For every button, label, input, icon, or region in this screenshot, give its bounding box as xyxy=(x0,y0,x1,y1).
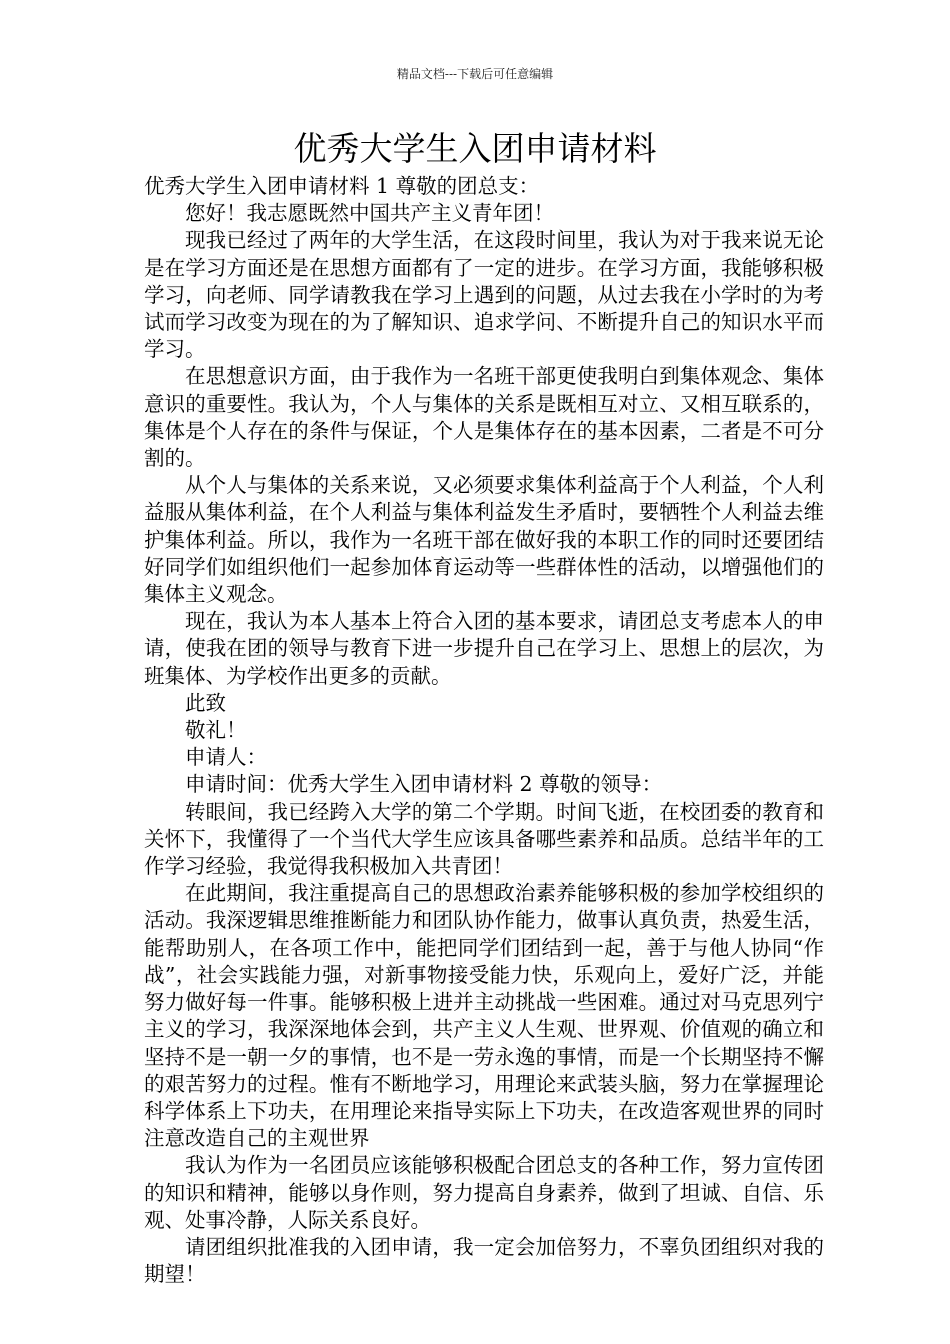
closing-line: 敬礼！ xyxy=(185,718,247,743)
paragraph: 我认为作为一名团员应该能够积极配合团总支的各种工作，努力宣传团的知识和精神，能够以身作则，努力提高自身素养，做到了坦诚、自信、乐观、处事冷静，人际关系良好。 xyxy=(144,1153,824,1232)
paragraph: 请团组织批准我的入团申请，我一定会加倍努力，不辜负团组织对我的期望！ xyxy=(144,1234,824,1287)
application-time-line: 申请时间：优秀大学生入团申请材料 2 尊敬的领导： xyxy=(185,772,663,797)
closing-line: 此致 xyxy=(185,690,226,715)
paragraph: 您好！我志愿既然中国共产主义青年团！ xyxy=(185,201,554,226)
paragraph: 现我已经过了两年的大学生活，在这段时间里，我认为对于我来说无论是在学习方面还是在思想方面都有了一定的进步。在学习方面，我能够积极学习，向老师、同学请教我在学习上遇到的问题，从过去我在小学时的为考试而学习改变为现在的为了解知识、追求学问、不断提升自己的知识水平而学习。 xyxy=(144,228,824,362)
paragraph: 现在，我认为本人基本上符合入团的基本要求，请团总支考虑本人的申请，使我在团的领导与教育下进一步提升自己在学习上、思想上的层次，为班集体、为学校作出更多的贡献。 xyxy=(144,609,824,688)
applicant-line: 申请人： xyxy=(185,745,267,770)
document-body xyxy=(144,173,824,1288)
paragraph: 在此期间，我注重提高自己的思想政治素养能够积极的参加学校组织的活动。我深逻辑思维推断能力和团队协作能力，做事认真负责，热爱生活，能帮助别人，在各项工作中，能把同学们团结到一起，善于与他人协同“作战”，社会实践能力强，对新事物接受能力快，乐观向上，爱好广泛，并能努力做好每一件事。能够积极上进并主动挑战一些困难。通过对马克思列宁主义的学习，我深深地体会到，共产主义人生观、世界观、价值观的确立和坚持不是一朝一夕的事情，也不是一劳永逸的事情，而是一个长期坚持不懈的艰苦努力的过程。惟有不断地学习，用理论来武装头脑，努力在掌握理论科学体系上下功夫，在用理论来指导实际上下功夫，在改造客观世界的同时注意改造自己的主观世界 xyxy=(144,881,824,1151)
paragraph: 在思想意识方面，由于我作为一名班干部更使我明白到集体观念、集体意识的重要性。我认为，个人与集体的关系是既相互对立、又相互联系的，集体是个人存在的条件与保证，个人是集体存在的基本因素，二者是不可分割的。 xyxy=(144,364,824,471)
paragraph: 转眼间，我已经跨入大学的第二个学期。时间飞逝，在校团委的教育和关怀下，我懂得了一个当代大学生应该具备哪些素养和品质。总结半年的工作学习经验，我觉得我积极加入共青团！ xyxy=(144,799,824,879)
header-note: 精品文档---下载后可任意编辑 xyxy=(396,67,554,81)
document-title: 优秀大学生入团申请材料 xyxy=(293,129,657,168)
paragraph: 从个人与集体的关系来说，又必须要求集体利益高于个人利益，个人利益服从集体利益，在个人利益与集体利益发生矛盾时，要牺牲个人利益去维护集体利益。所以，我作为一名班干部在做好我的本职工作的同时还要团结好同学们如组织他们一起参加体育运动等一些群体性的活动，以增强他们的集体主义观念。 xyxy=(144,473,824,607)
paragraph-opening: 优秀大学生入团申请材料 1 尊敬的团总支： xyxy=(144,174,540,198)
